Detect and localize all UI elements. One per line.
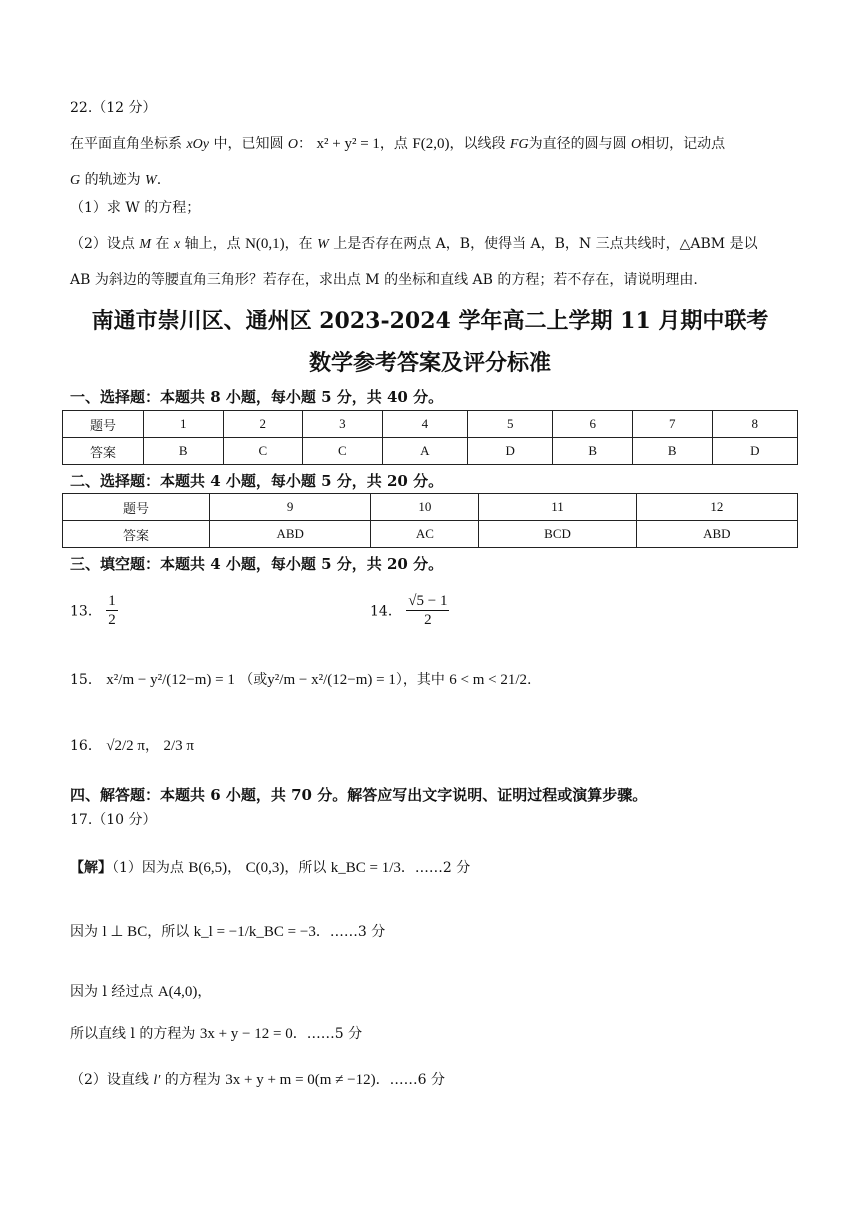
answer-16 xyxy=(70,736,194,756)
question-cell: 12 xyxy=(636,494,797,521)
answer-row xyxy=(63,438,798,465)
solution-step-2 xyxy=(70,922,385,942)
slope-bc: k_BC = 1/3 xyxy=(330,860,401,876)
point-a: A(4,0) xyxy=(157,984,198,1000)
question-cell: 4 xyxy=(382,411,467,438)
answer-15-label: 15． xyxy=(70,672,102,688)
page-title: 南通市崇川区、通州区 2023-2024 学年高二上学期 11 月期中联考 xyxy=(91,308,769,334)
problem22-q2-line2: AB 为斜边的等腰直角三角形？若存在，求出点 M 的坐标和直线 AB 的方程；若不存在，请说明理由. xyxy=(70,272,698,288)
question-cell: 2 xyxy=(223,411,303,438)
question-cell: 1 xyxy=(144,411,224,438)
q2-text: 轴上，点 xyxy=(184,236,241,252)
var-w: W xyxy=(145,173,157,188)
stem-text: . xyxy=(156,172,162,188)
var-o: O xyxy=(287,137,299,152)
solution-step-4 xyxy=(70,1024,362,1044)
var-l-prime: l′ xyxy=(153,1073,161,1088)
stem-text: 的轨迹为 xyxy=(84,172,141,188)
solution-step-3 xyxy=(70,982,211,1002)
answer-cell: B xyxy=(144,438,224,465)
page-subtitle: 数学参考答案及评分标准 xyxy=(308,350,551,376)
stem-text: ，点 xyxy=(379,136,408,152)
section2-heading: 二、选择题：本题共 4 小题，每小题 5 分，共 20 分。 xyxy=(70,472,444,490)
answer-15-range: 6 < m < 21/2 xyxy=(449,672,528,688)
answer-cell: B xyxy=(633,438,713,465)
answer-cell: C xyxy=(303,438,383,465)
step-text: 因为 xyxy=(70,924,98,940)
step-text: ，所以 xyxy=(284,860,327,876)
solution-step-1 xyxy=(70,858,470,878)
slope-l: k_l = −1/k_BC = −3 xyxy=(193,924,316,940)
line-l-equation: 3x + y − 12 = 0 xyxy=(199,1026,293,1042)
answer-15-close: ），其中 xyxy=(395,672,445,688)
score-note: ．……6 分 xyxy=(375,1072,445,1088)
step-text: ， xyxy=(227,860,242,876)
question-cell: 9 xyxy=(210,494,371,521)
step-text: 的方程为 xyxy=(164,1072,221,1088)
question-number-row xyxy=(63,411,798,438)
answer-13-label: 13． xyxy=(70,603,102,620)
row-label: 答案 xyxy=(63,438,144,465)
question-number-row xyxy=(63,494,798,521)
question-cell: 6 xyxy=(553,411,633,438)
score-note: ．……5 分 xyxy=(292,1026,363,1042)
question-cell: 11 xyxy=(479,494,636,521)
section3-heading: 三、填空题：本题共 4 小题，每小题 5 分，共 20 分。 xyxy=(70,555,444,573)
var-xoy: xOy xyxy=(186,137,209,152)
answer-cell: D xyxy=(468,438,553,465)
answer-16-sep: ， xyxy=(145,738,160,754)
problem22-stem-line2 xyxy=(70,170,161,191)
answer-cell: BCD xyxy=(479,521,636,548)
q2-text: 在 xyxy=(155,236,170,252)
stem-text: 为直径的圆与圆 xyxy=(528,136,627,152)
var-x: x xyxy=(173,237,181,252)
answer-15-or: （或 xyxy=(239,672,268,688)
problem22-stem-line1 xyxy=(70,134,725,155)
line-l-prime-equation: 3x + y + m = 0(m ≠ −12) xyxy=(225,1072,376,1088)
answer-cell: D xyxy=(712,438,797,465)
stem-text: 在平面直角坐标系 xyxy=(70,136,182,152)
solution-tag: 【解】 xyxy=(70,860,112,876)
row-label: 题号 xyxy=(63,494,210,521)
point-n: N(0,1) xyxy=(245,236,285,252)
question-cell: 8 xyxy=(712,411,797,438)
answer-15-eq1: x²/m − y²/(12−m) = 1 xyxy=(106,672,235,688)
stem-text: 相切，记动点 xyxy=(641,136,726,152)
row-label: 答案 xyxy=(63,521,210,548)
denominator: 2 xyxy=(424,612,432,628)
var-o: O xyxy=(631,137,642,152)
answer-cell: B xyxy=(553,438,633,465)
circle-equation: x² + y² = 1 xyxy=(316,136,380,152)
answer-row xyxy=(63,521,798,548)
var-g: G xyxy=(70,173,81,188)
problem17-header: 17.（10 分） xyxy=(70,812,157,828)
q2-text: （2）设点 xyxy=(70,236,135,252)
q2-text: ，在 xyxy=(284,236,313,252)
question-cell: 5 xyxy=(468,411,553,438)
answer-16-value1: √2/2 π xyxy=(106,738,146,754)
var-fg: FG xyxy=(509,137,529,152)
step-text: 所以直线 l 的方程为 xyxy=(70,1026,196,1042)
answer-13-fraction xyxy=(106,592,118,629)
answer-13 xyxy=(70,592,118,629)
answer-15-eq2: y²/m − x²/(12−m) = 1 xyxy=(267,672,396,688)
answer-14-label: 14． xyxy=(370,603,402,620)
answer-16-label: 16． xyxy=(70,738,102,754)
step-text: 因为 l 经过点 xyxy=(70,984,154,1000)
section1-heading: 一、选择题：本题共 8 小题，每小题 5 分，共 40 分。 xyxy=(70,388,444,406)
q2-text: 上是否存在两点 A，B，使得当 A，B，N 三点共线时，△ABM 是以 xyxy=(333,236,758,252)
section2-answer-table xyxy=(62,493,798,548)
score-note: ．……3 分 xyxy=(315,924,386,940)
answer-cell: C xyxy=(223,438,303,465)
problem22-q1: （1）求 W 的方程； xyxy=(70,200,201,216)
section4-heading: 四、解答题：本题共 6 小题，共 70 分。解答应写出文字说明、证明过程或演算步骤。 xyxy=(70,786,648,804)
answer-15-end: . xyxy=(527,672,532,688)
solution-step-5 xyxy=(70,1070,445,1091)
answer-cell: ABD xyxy=(636,521,797,548)
answer-cell: A xyxy=(382,438,467,465)
answer-cell: AC xyxy=(371,521,479,548)
var-m: M xyxy=(139,237,152,252)
section1-answer-table xyxy=(62,410,798,465)
stem-text: ，以线段 xyxy=(449,136,506,152)
answer-14 xyxy=(370,592,449,629)
answer-15 xyxy=(70,670,532,690)
problem22-q2-line1 xyxy=(70,234,758,255)
step-text: （2）设直线 xyxy=(70,1072,149,1088)
question-cell: 7 xyxy=(633,411,713,438)
numerator: √5 − 1 xyxy=(408,593,448,609)
problem22-header: 22.（12 分） xyxy=(70,100,157,116)
score-note: ．……2 分 xyxy=(400,860,471,876)
question-cell: 10 xyxy=(371,494,479,521)
question-cell: 3 xyxy=(303,411,383,438)
var-w: W xyxy=(317,237,329,252)
step-text: ， xyxy=(197,984,212,1000)
row-label: 题号 xyxy=(63,411,144,438)
point-c: C(0,3) xyxy=(245,860,285,876)
stem-text: ： xyxy=(298,136,313,152)
answer-cell: ABD xyxy=(210,521,371,548)
numerator: 1 xyxy=(108,593,116,609)
point-b: B(6,5) xyxy=(188,860,228,876)
denominator: 2 xyxy=(108,612,116,628)
step-text: （1）因为点 xyxy=(112,860,184,876)
point-f: F(2,0) xyxy=(412,136,450,152)
perpendicular-relation: l ⊥ BC xyxy=(102,924,148,940)
stem-text: 中，已知圆 xyxy=(213,136,284,152)
answer-14-fraction xyxy=(406,592,449,629)
answer-16-value2: 2/3 π xyxy=(163,738,194,754)
step-text: ，所以 xyxy=(147,924,190,940)
